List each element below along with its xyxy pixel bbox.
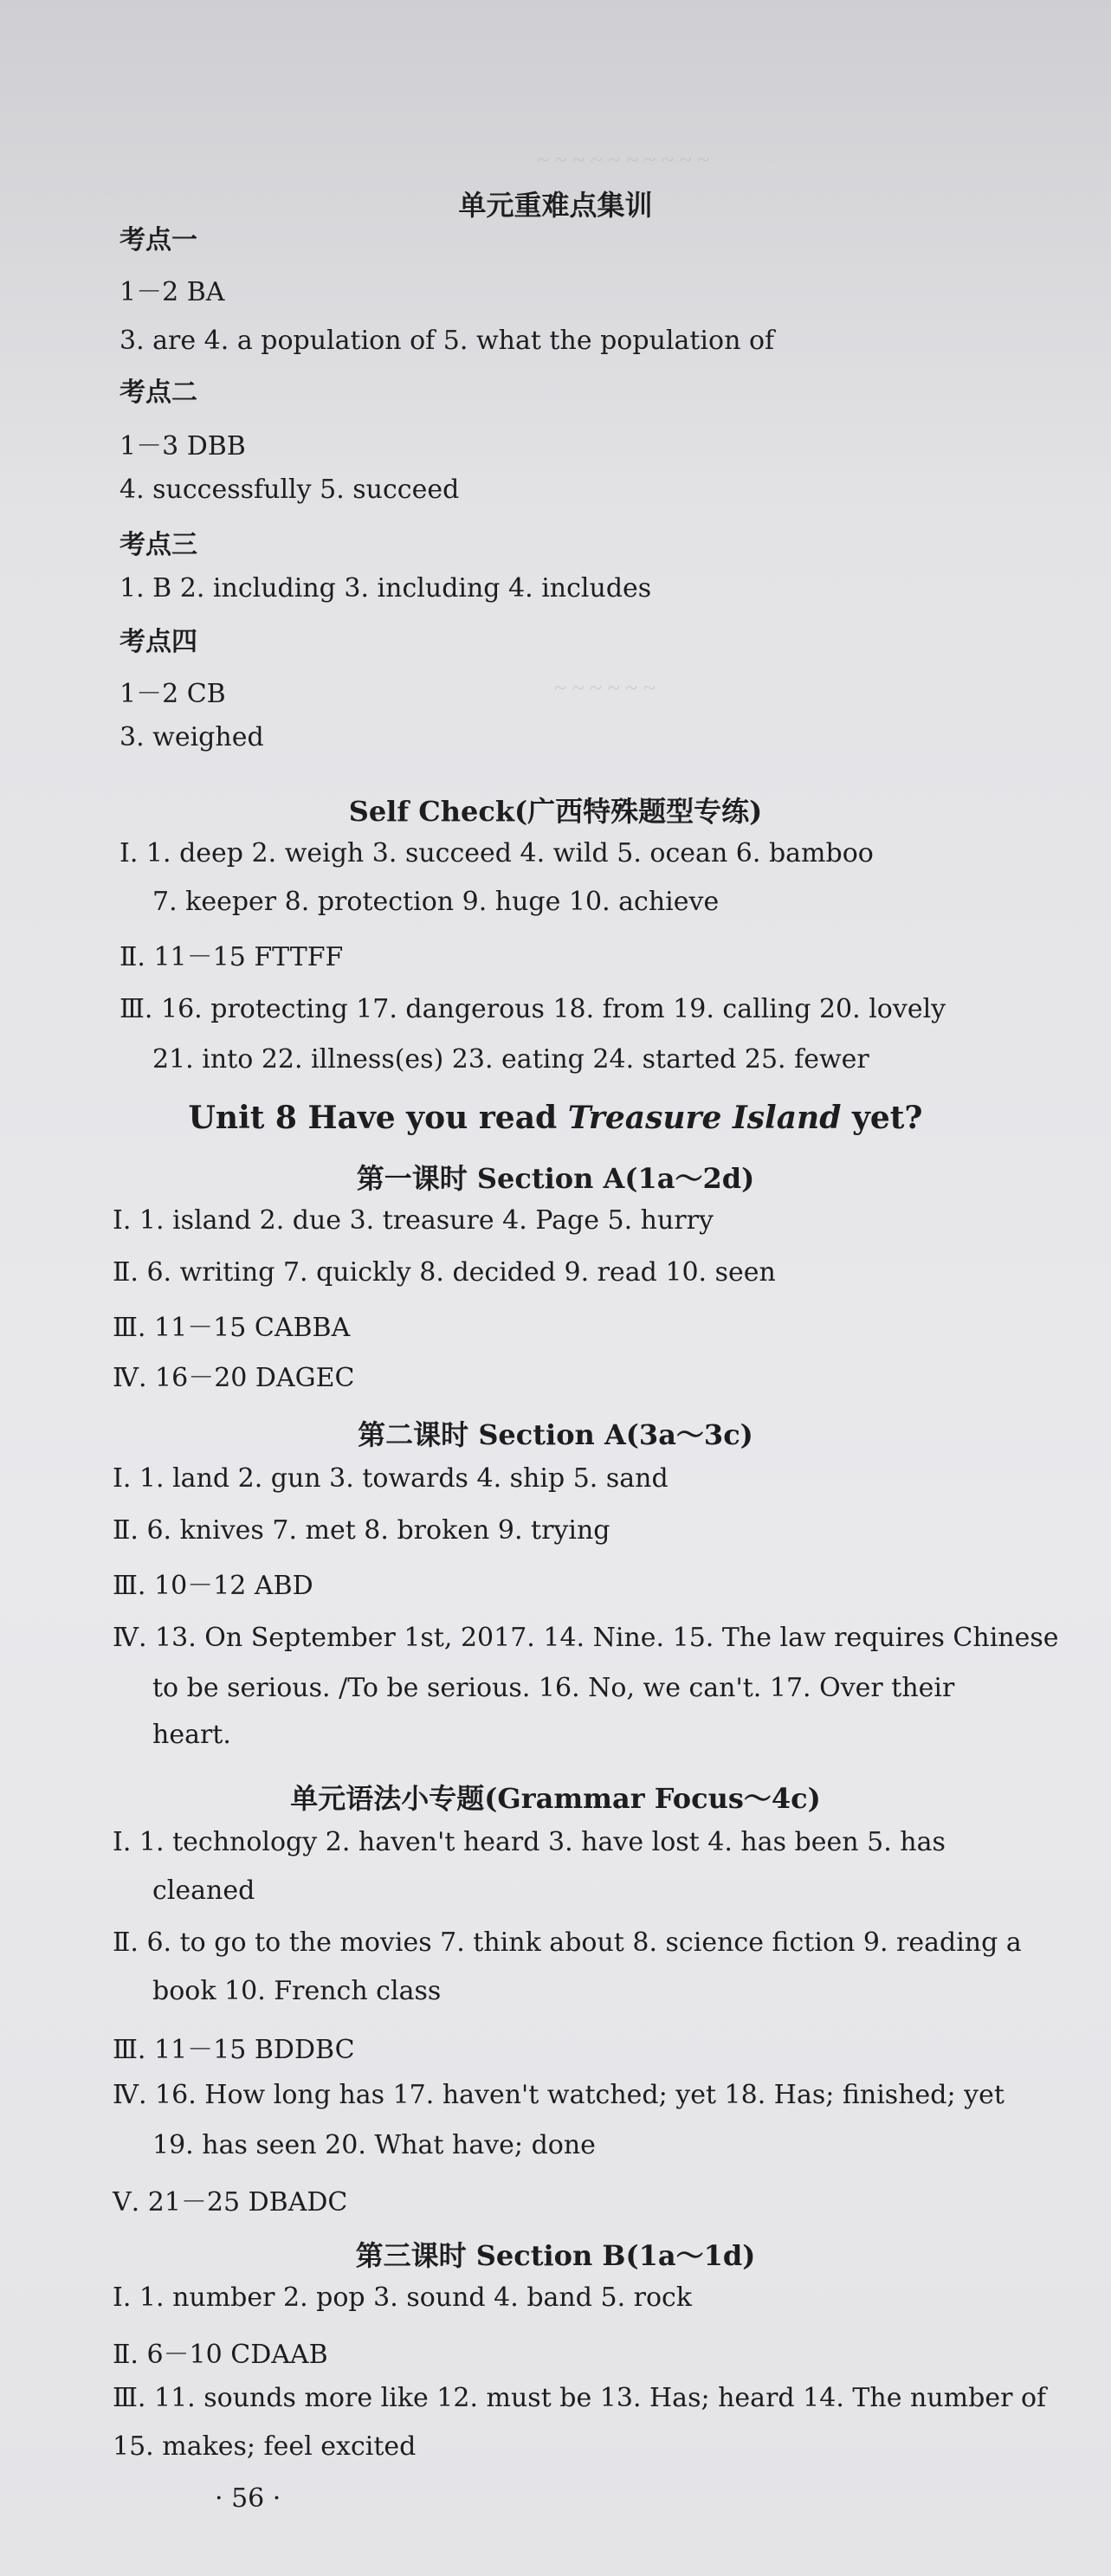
answer-line: cleaned <box>152 1876 255 1906</box>
answer-line: Ⅱ. 6. knives 7. met 8. broken 9. trying <box>113 1515 610 1546</box>
answer-line: Ⅱ. 11－15 FTTFF <box>119 942 344 972</box>
section-title: 单元重难点集训 <box>458 189 653 222</box>
grammar-title: 单元语法小专题(Grammar Focus～4c) <box>290 1782 821 1815</box>
answer-line: 21. into 22. illness(es) 23. eating 24. started 25. fewer <box>152 1044 869 1075</box>
answer-line: 3. weighed <box>119 722 264 752</box>
kaodian-2-label: 考点二 <box>119 378 197 408</box>
answer-line: Ⅰ. 1. land 2. gun 3. towards 4. ship 5. sand <box>113 1463 669 1494</box>
bleed-through: ~ ~ ~ ~ ~ ~ ~ ~ ~ ~ <box>537 147 710 172</box>
answer-line: Ⅴ. 21－25 DBADC <box>113 2187 348 2218</box>
self-check-title: Self Check(广西特殊题型专练) <box>348 795 763 828</box>
answer-line: 4. successfully 5. succeed <box>119 475 460 505</box>
unit-title: Unit 8 Have you read Treasure Island yet? <box>188 1100 923 1136</box>
answer-line: Ⅲ. 16. protecting 17. dangerous 18. from 19. calling 20. lovely <box>119 994 946 1024</box>
answer-line: Ⅰ. 1. deep 2. weigh 3. succeed 4. wild 5. ocean 6. bamboo <box>119 838 874 868</box>
answer-line: 15. makes; feel excited <box>113 2431 417 2462</box>
lesson-3-title: 第三课时 Section B(1a～1d) <box>355 2239 756 2272</box>
answer-line: 19. has seen 20. What have; done <box>152 2130 596 2160</box>
answer-line: Ⅳ. 16－20 DAGEC <box>113 1363 355 1393</box>
answer-line: Ⅲ. 11－15 CABBA <box>113 1313 351 1343</box>
kaodian-1-label: 考点一 <box>119 225 197 255</box>
book-title: Treasure Island <box>567 1100 842 1136</box>
lesson-1-title: 第一课时 Section A(1a～2d) <box>356 1162 755 1195</box>
answer-line: Ⅳ. 16. How long has 17. haven't watched; yet 18. Has; finished; yet <box>113 2080 1004 2110</box>
bleed-through: ~ ~ ~ ~ ~ ~ <box>554 675 656 700</box>
answer-line: 1－2 CB <box>119 679 226 709</box>
answer-line: Ⅳ. 13. On September 1st, 2017. 14. Nine. 15. The law requires Chinese <box>113 1623 1059 1653</box>
answer-line: Ⅱ. 6. to go to the movies 7. think about 8. science fiction 9. reading a <box>113 1927 1022 1958</box>
answer-line: Ⅱ. 6. writing 7. quickly 8. decided 9. read 10. seen <box>113 1257 776 1288</box>
answer-line: Ⅲ. 10－12 ABD <box>113 1571 313 1601</box>
answer-line: 1－3 DBB <box>119 431 246 462</box>
page-number: · 56 · <box>215 2483 281 2514</box>
lesson-2-title: 第二课时 Section A(3a～3c) <box>358 1418 753 1451</box>
answer-line: 7. keeper 8. protection 9. huge 10. achieve <box>152 887 720 917</box>
answer-line: Ⅰ. 1. technology 2. haven't heard 3. have lost 4. has been 5. has <box>113 1827 946 1857</box>
answer-line: Ⅲ. 11. sounds more like 12. must be 13. Has; heard 14. The number of <box>113 2383 1047 2413</box>
answer-line: to be serious. /To be serious. 16. No, we can't. 17. Over their <box>152 1673 955 1703</box>
answer-line: Ⅲ. 11－15 BDDBC <box>113 2035 355 2065</box>
answer-line: 3. are 4. a population of 5. what the population of <box>119 326 775 356</box>
answer-line: Ⅰ. 1. number 2. pop 3. sound 4. band 5. rock <box>113 2282 693 2313</box>
kaodian-3-label: 考点三 <box>119 530 197 560</box>
answer-line: Ⅰ. 1. island 2. due 3. treasure 4. Page 5. hurry <box>113 1205 714 1236</box>
answer-line: 1－2 BA <box>119 277 225 307</box>
answer-line: 1. B 2. including 3. including 4. includes <box>119 573 652 604</box>
answer-line: book 10. French class <box>152 1976 442 2006</box>
answer-line: Ⅱ. 6－10 CDAAB <box>113 2340 328 2370</box>
kaodian-4-label: 考点四 <box>119 627 197 657</box>
answer-line: heart. <box>152 1720 231 1750</box>
